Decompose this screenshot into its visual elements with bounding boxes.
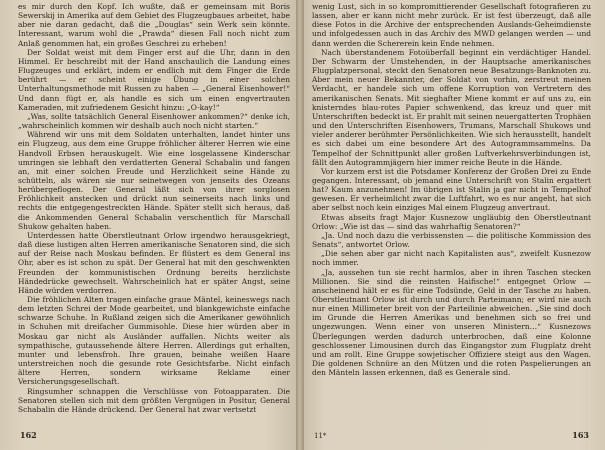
paragraph: Nach überstandenem Fotoüberfall beginnt ein verdächtiger Handel. Der Schwarm der Umstehenden, in der Hauptsache amerikanisches Flugplatzpersonal, steckt den Senatoren neue Besatzungs-Banknoten zu. Aber mein neuer Bekannter, der Soldat von vorhin, zerstreut meinen Verdacht, er handele sich um offene Korruption von Vertretern des amerikanischen Senats. Mit sieghafter Miene kommt er auf uns zu, ein knisterndes blau-rotes Papier schwenkend, das kreuz und quer mit Unterschriften bedeckt ist. Er prahlt mit seinen neuergatterten Trophäen und den Unterschriften Eisenhowers, Trumans, Marschall Shukows und vieler anderer berühmter Persönlichkeiten. Wie sich herausstellt, handelt es sich dabei um eine besondere Art des Autogrammsammelns. Da Tempelhof der Schnittpunkt aller großen Luftverkehrsverbindungen ist, fällt den Autogrammjägern hier immer reiche Beute in die Hände. — [312, 47, 591, 167]
left-page-text — [18, 2, 290, 414]
right-page — [300, 0, 605, 450]
paragraph: „Was, sollte tatsächlich General Eisenhower ankommen?“ denke ich, „wahrscheinlich kommen wir deshalb auch noch nicht starten.“ — [18, 111, 290, 131]
paragraph: Unterdessen hatte Oberstleutnant Orlow irgendwo herausgekriegt, daß diese lustigen alten Herren amerikanische Senatoren sind, die sich auf der Reise nach Moskau befinden. Er flüstert es dem General ins Ohr, aber es ist schon zu spät. Der General hat mit den geschwenkten Freunden der kommunistischen Ordnung bereits herzlichste Händedrücke gewechselt. Wahrscheinlich hat er später Angst, seine Hände würden verdorren. — [18, 230, 290, 295]
page-number: 163 — [572, 430, 589, 440]
paragraph: wenig Lust, sich in so kompromittierender Gesellschaft fotografieren zu lassen, aber er kann nicht mehr zurück. Er ist fest überzeugt, daß alle diese Fotos in die Archive der entsprechenden Auslands-Geheimdienste und infolgedessen auch in das Archiv des MWD gelangen werden — und dann werden die Schererein kein Ende nehmen. — [312, 2, 591, 48]
left-page — [0, 0, 300, 450]
paragraph: Vor kurzem erst ist die Potsdamer Konferenz der Großen Drei zu Ende gegangen. Interessant, ob jemand eine Unterschrift von Stalin ergattert hat? Kaum anzunehmen! Im übrigen ist Stalin ja gar nicht in Tempelhof gewesen. Er verheimlicht zwar die Luftfahrt, wo es nur angeht, hat sich aber selbst noch kein einziges Mal einem Flugzeug anvertraut. — [312, 166, 591, 213]
paragraph: Die fröhlichen Alten tragen einfache graue Mäntel, keineswegs nach dem letzten Schrei der Mode gearbeitet, und blankgewichste einfache schwarze Schuhe. In Rußland zeigen sich die Amerikaner gewöhnlich in Schuhen mit dreifacher Gummisohle. Diese hier würden aber in Moskau gar nicht als Ausländer auffallen. Nichts weiter als sympathische, gutaussehende ältere Herren. Allerdings gut erhalten, munter und lebensfroh. Ihre grauen, beinahe weißen Haare unterstreichen noch die gesunde rote Gesichtsfarbe. Nicht einfach ältere Herren, sondern wirksame Reklame einer Versicherungsgesellschaft. — [18, 295, 290, 387]
signature-mark: 11* — [314, 432, 327, 440]
paragraph: „Ja, aussehen tun sie recht harmlos, aber in ihren Taschen stecken Millionen. Sie sind die reinsten Haifische!“ entgegnet Orlow — anscheinend hält er es für eine Todsünde, Geld in der Tasche zu haben. Oberstleutnant Orlow ist durch und durch Parteimann; er wird nie auch nur einen Millimeter breit von der Parteilinie abweichen. „Sie sind doch im Grunde die Herren Amerikas und benehmen sich so frei und ungezwungen. Wenn einer von unseren Ministern…“ Kusnezows Überlegungen werden dadurch unterbrochen, daß eine Kolonne geschlossener Limousinen durch das Eingangstor zum Flugplatz dreht und am rollt. Eine Gruppe sowjetischer Offiziere steigt aus den Wagen. Die goldenen Schnüre an den Mützen und die roten Paspelierungen an den Mänteln lassen erkennen, daß es Generale sind. — [312, 267, 591, 378]
paragraph: Ringsumher schnappen die Verschlüsse von Fotoapparaten. Die Senatoren stellen sich mit dem größten Vergnügen in Positur, General Schabalin die Hände drückend. Der General hat zwar vertsetzt — [18, 386, 290, 414]
paragraph: Während wir uns mit dem Soldaten unterhalten, landet hinter uns ein Flugzeug, aus dem eine Gruppe fröhlicher älterer Herren wie eine Handvoll Erbsen herauskugelt. Wie eine losgelassene Kinderschar umringen sie lebhaft den verdatterten General Schabalin und fangen an, mit einer solchen Freude und Herzlichkeit seine Hände zu schütteln, als wären sie nur seinetwegen von jenseits des Ozeans herübergeflogen. Der General läßt sich von ihrer sorglosen Fröhlichkeit anstecken und drückt nun seinerseits nach links und rechts die entgegengestreckten Hände. Später stellt sich heraus, daß die Ankommenden General Schabalin verschentlich für Marschall Shukow gehalten haben. — [18, 130, 290, 231]
paragraph: „Ja. Und noch dazu die verbissensten — die politische Kommission des Senats“, antwortet Orlow. — [312, 230, 591, 250]
paragraph: Etwas abseits fragt Major Kusnezow ungläubig den Oberstleutnant Orlow: „Wie ist das — sind das wahrhaftig Senatoren?“ — [312, 212, 591, 231]
book-gutter — [296, 0, 304, 450]
paragraph: es mir durch den Kopf. Ich wußte, daß er gemeinsam mit Boris Sewerskij in Amerika auf dem Gebiet des Flugzeugbaues arbeitet, habe aber nie daran gedacht, daß die „Douglas“ sein Werk sein könnte. Interessant, warum wohl die „Prawda“ diesen Fall noch nicht zum Anlaß genommen hat, ein großes Geschrei zu erheben! — [18, 2, 290, 48]
paragraph: „Die sehen aber gar nicht nach Kapitalisten aus“, zweifelt Kusnezow noch immer. — [312, 249, 591, 268]
paragraph: Der Soldat weist mit dem Finger erst auf die Uhr, dann in den Himmel. Er beschreibt mit der Hand anschaulich die Landung eines Flugzeuges und erklärt, indem er endlich mit dem Finger die Erde berührt — er scheint einige Übung in einer solchen Unterhaltungsmethode mit Russen zu haben — „General Eisenhower!“ Und dann fügt er, als handle es sich um einen engvertrauten Kameraden, mit zufriedenem Gesicht hinzu: „O-kay!“ — [18, 47, 290, 112]
right-page-text — [312, 2, 591, 377]
page-number: 162 — [20, 430, 37, 440]
